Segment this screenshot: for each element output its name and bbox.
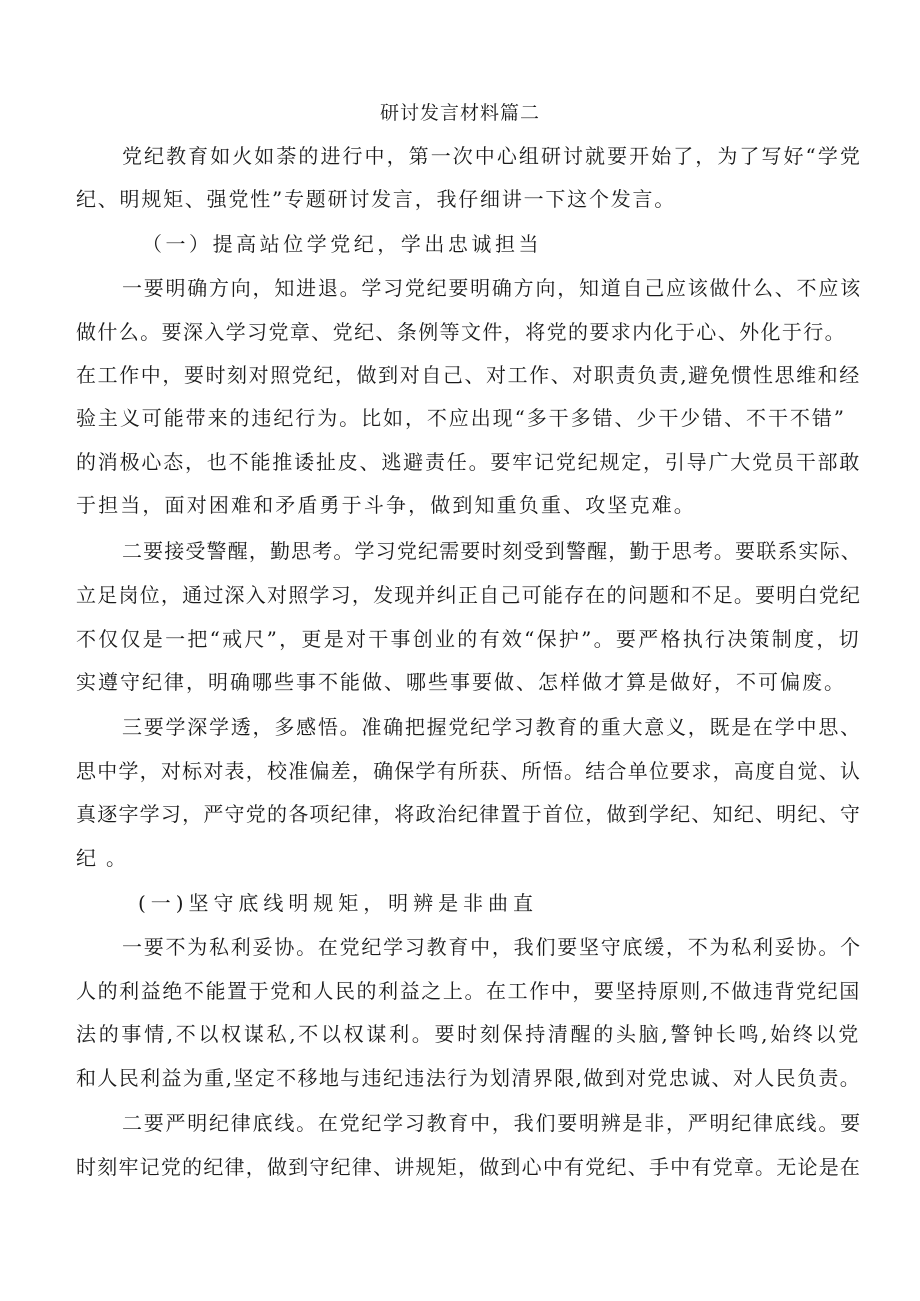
paragraph-line: 时刻牢记党的纪律，做到守纪律、讲规矩，做到心中有党纪、手中有党章。无论是在 <box>76 1155 862 1179</box>
paragraph-line: 不仅仅是一把“戒尺”，更是对干事创业的有效“保护”。要严格执行决策制度，切 <box>76 627 861 651</box>
paragraph-line: 二要严明纪律底线。在党纪学习教育中，我们要明辨是非，严明纪律底线。要 <box>122 1111 862 1135</box>
paragraph-line: 二要接受警醒，勤思考。学习党纪需要时刻受到警醒，勤于思考。要联系实际、 <box>122 539 862 563</box>
paragraph-line: 三要学深学透，多感悟。准确把握党纪学习教育的重大意义，既是在学中思、 <box>122 715 862 739</box>
paragraph-line: 的消极心态，也不能推诿扯皮、逃避责任。要牢记党纪规定，引导广大党员干部敢 <box>76 450 862 474</box>
paragraph-line: 人的利益绝不能置于党和人民的利益之上。在工作中，要坚持原则,不做违背党纪国 <box>76 979 861 1003</box>
paragraph-line: 纪。 <box>76 846 136 870</box>
document-title: 研讨发言材料篇二 <box>379 102 540 124</box>
paragraph-line: 一要不为私利妥协。在党纪学习教育中，我们要坚守底缓，不为私利妥协。个 <box>122 935 862 959</box>
paragraph-line: 思中学，对标对表，校准偏差，确保学有所获、所悟。结合单位要求，高度自觉、认 <box>76 759 862 783</box>
paragraph-line: 立足岗位，通过深入对照学习，发现并纠正自己可能存在的问题和不足。要明白党纪 <box>76 583 862 607</box>
paragraph-line: 做什么。要深入学习党章、党纪、条例等文件，将党的要求内化于心、外化于行。 <box>76 320 847 344</box>
paragraph-line: 于担当，面对困难和矛盾勇于斗争，做到知重负重、攻坚克难。 <box>76 493 696 517</box>
paragraph-line: 一要明确方向，知进退。学习党纪要明确方向，知道自己应该做什么、不应该 <box>122 276 862 300</box>
paragraph-line: 在工作中，要时刻对照党纪，做到对自己、对工作、对职责负责,避免惯性思维和经 <box>76 363 861 387</box>
paragraph-line: 实遵守纪律，明确哪些事不能做、哪些事要做、怎样做才算是做好，不可偏废。 <box>76 670 846 694</box>
paragraph-line: 党纪教育如火如荼的进行中，第一次中心组研讨就要开始了，为了写好“学党 <box>122 144 862 168</box>
section-heading: (一)坚守底线明规矩，明辨是非曲直 <box>138 891 538 915</box>
paragraph-line: 验主义可能带来的违纪行为。比如，不应出现“多干多错、少干少错、不干不错” <box>76 406 846 430</box>
paragraph-line: 法的事情,不以权谋私,不以权谋利。要时刻保持清醒的头脑,警钟长鸣,始终以党 <box>76 1022 861 1046</box>
section-heading: （一）提高站位学党纪，学出忠诚担当 <box>142 232 543 256</box>
paragraph-line: 和人民利益为重,坚定不移地与违纪违法行为划清界限,做到对党忠诚、对人民负责。 <box>76 1066 862 1090</box>
paragraph-line: 真逐字学习，严守党的各项纪律，将政治纪律置于首位，做到学纪、知纪、明纪、守 <box>76 802 862 826</box>
paragraph-line: 纪、明规矩、强党性”专题研讨发言，我仔细讲一下这个发言。 <box>76 187 677 211</box>
